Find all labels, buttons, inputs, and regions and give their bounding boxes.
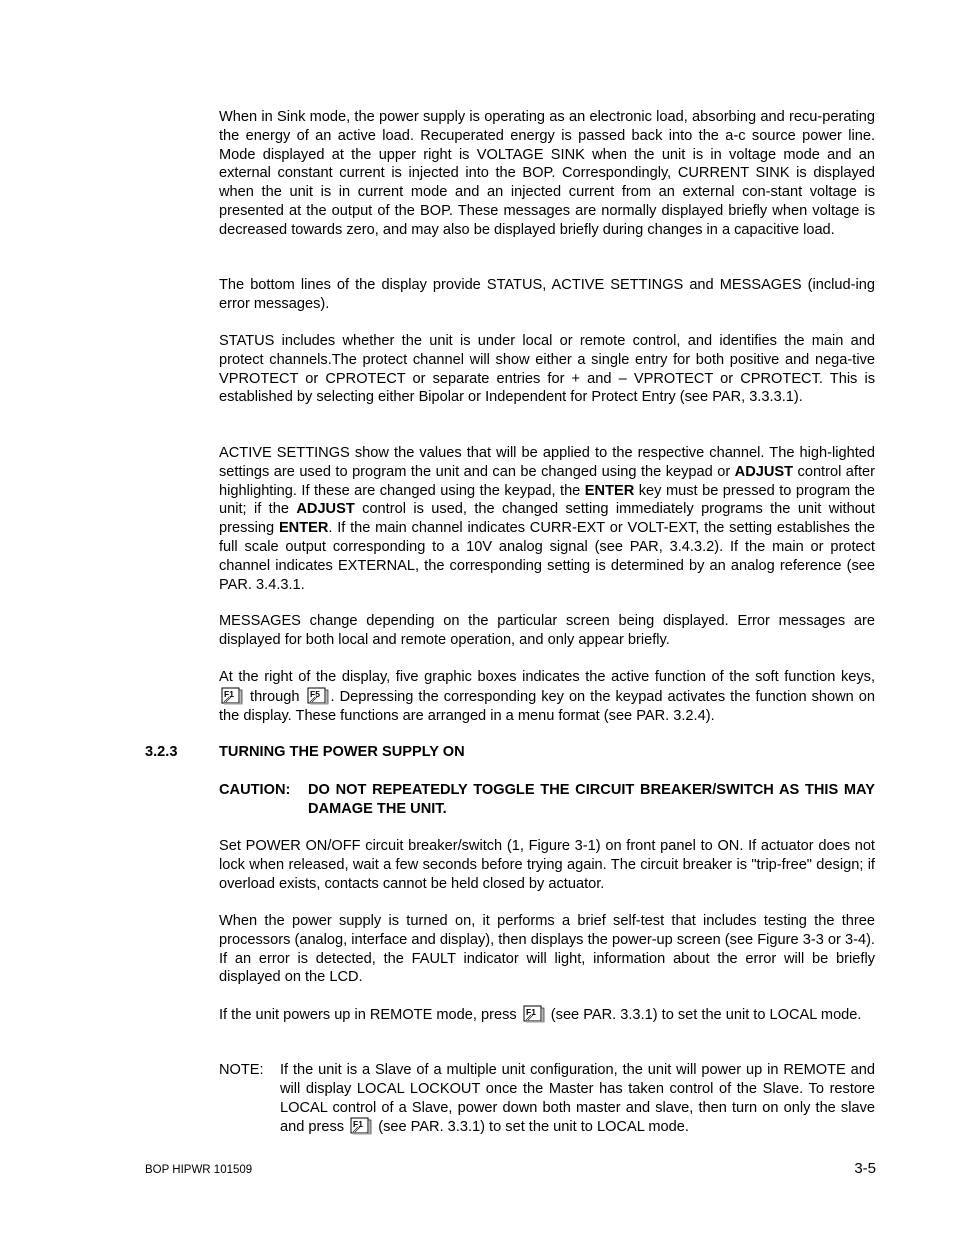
text-run: At the right of the display, five graphic boxes indicates the active function of the soft function keys, [219, 669, 875, 685]
text-run: . If the main channel indicates CURR-EXT or VOLT-EXT, the setting establishes the full scale output corresponding to a 10V analog signal (see PAR, 3.4.3.2). If the main or protect channel indicates EXTERNAL, the corresponding setting is determined by an analog reference (see PAR. 3.4.3.1. [219, 520, 876, 593]
text-run: key must be pressed to program the unit; if the [219, 482, 875, 518]
paragraph-power-switch: Set POWER ON/OFF circuit breaker/switch (1, Figure 3-1) on front panel to ON. If actuator does not lock when released, wait a few seconds before trying again. The circuit breaker is "trip-free" design; if overload exists, contacts cannot be held closed by actuator. [219, 838, 875, 892]
text-run: (see PAR. 3.3.1) to set the unit to LOCAL mode. [546, 1007, 862, 1023]
footer-doc-id: BOP HIPWR 101509 [145, 1164, 253, 1176]
f1-key-icon [350, 1117, 372, 1135]
bold-term-adjust: ADJUST [296, 501, 355, 518]
text-run: (see PAR. 3.3.1) to set the unit to LOCAL mode. [374, 1119, 689, 1136]
paragraph-active-settings [219, 444, 875, 594]
footer-page-number: 3-5 [854, 1160, 876, 1177]
note-text [280, 1061, 875, 1137]
section-heading [145, 743, 465, 762]
caution-text: DO NOT REPEATEDLY TOGGLE THE CIRCUIT BREAKER/SWITCH AS THIS MAY DAMAGE THE UNIT. [308, 782, 875, 817]
bold-term-enter: ENTER [584, 482, 635, 499]
paragraph-bottom-lines: The bottom lines of the display provide STATUS, ACTIVE SETTINGS and MESSAGES (includ-ing error messages). [219, 277, 875, 312]
text-run: through [245, 688, 305, 705]
note-block [219, 1061, 875, 1137]
caution-block [219, 781, 875, 819]
paragraph-soft-keys [219, 668, 875, 725]
section-number: 3.2.3 [145, 744, 178, 760]
f1-key-label: F1 [353, 1119, 364, 1130]
text-run: If the unit is a Slave of a multiple unit configuration, the unit will power up in REMOTE and will display LOCAL LOCKOUT once the Master has taken control of the Slave. To restore LOCAL control of a Slave, power down both master and slave, then turn on only the slave and press [280, 1062, 875, 1136]
caution-label: CAUTION: [219, 782, 291, 798]
paragraph-status: STATUS includes whether the unit is under local or remote control, and identifies the main and protect channels.The protect channel will show either a single entry for both positive and nega-tive VPROTECT or CPROTECT or separate entries for + and – VPROTECT or CPROTECT. This is established by selecting either Bipolar or Independent for Protect Entry (see PAR, 3.3.3.1). [219, 333, 875, 406]
f5-key-icon [307, 687, 329, 705]
paragraph-messages: MESSAGES change depending on the particular screen being displayed. Error messages are displayed for both local and remote operation, and only appear briefly. [219, 613, 875, 648]
section-title: TURNING THE POWER SUPPLY ON [219, 744, 465, 760]
f1-key-icon [523, 1005, 545, 1023]
bold-term-enter: ENTER [278, 520, 329, 537]
text-run: . Depressing the corresponding key on the keypad activates the function shown on the display. These functions are arranged in a menu format (see PAR. 3.2.4). [219, 688, 876, 724]
text-run: If the unit powers up in REMOTE mode, press [219, 1007, 521, 1023]
text-run: control is used, the changed setting immediately programs the unit without pressing [219, 501, 875, 537]
f5-key-label: F5 [309, 688, 320, 699]
text-run: ACTIVE SETTINGS show the values that will be applied to the respective channel. The high-lighted settings are used to program the unit and can be changed using the keypad or [219, 445, 875, 480]
f1-key-label: F1 [525, 1007, 536, 1017]
paragraph-remote-mode [219, 1005, 875, 1025]
paragraph-sink-mode: When in Sink mode, the power supply is operating as an electronic load, absorbing and recu-perating the energy of an active load. Recuperated energy is passed back into the a-c source power line. Mode displayed at the upper right is VOLTAGE SINK when the unit is in voltage mode and an external constant current is injected into the BOP. Correspondingly, CURRENT SINK is displayed when the unit is in current mode and an injected current from an external con-stant voltage is presented at the output of the BOP. These messages are normally displayed briefly when voltage is decreased towards zero, and may also be displayed briefly during changes in a capacitive load. [219, 109, 875, 238]
bold-term-adjust: ADJUST [734, 463, 794, 480]
note-label: NOTE: [219, 1062, 264, 1078]
paragraph-self-test: When the power supply is turned on, it performs a brief self-test that includes testing the three processors (analog, interface and display), then displays the power-up screen (see Figure 3-3 or 3-4). If an error is detected, the FAULT indicator will light, information about the error will be briefly displayed on the LCD. [219, 913, 875, 986]
text-run: control after highlighting. If these are changed using the keypad, the [219, 463, 875, 499]
f1-key-label: F1 [224, 688, 234, 699]
f1-key-icon [221, 687, 243, 705]
